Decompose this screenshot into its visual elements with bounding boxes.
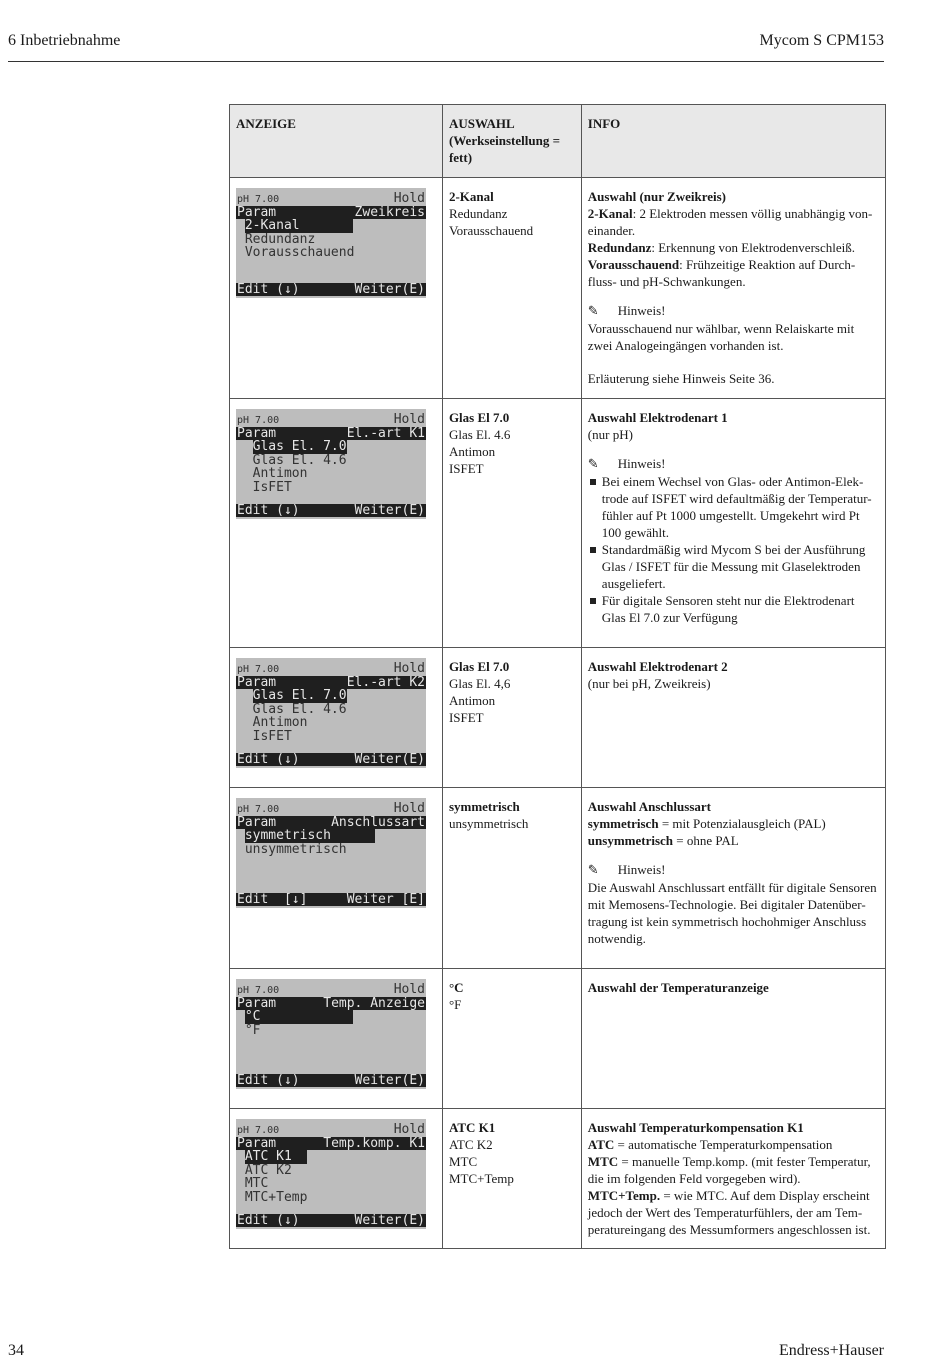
info-cell: Auswahl Anschlussart symmetrisch = mit Potenzialausgleich (PAL) unsymmetrisch = ohne PAL ✎ Hinweis! Die Auswahl Anschlussart entfällt für digitale Sensoren mit Memosens-Technologie. Bei digitaler Datenüber-tragung ist kein symmetrisch hochohmiger Anschluss notwendig. <box>581 788 885 969</box>
list-item: Bei einem Wechsel von Glas- oder Antimon-Elek-trode auf ISFET wird defaultmäßig der Temperatur-fühler auf Pt 1000 umgestellt. Umgekehrt wird Pt 100 gewählt. <box>588 473 879 541</box>
table-row <box>230 1109 886 1249</box>
parameter-table <box>229 104 886 1249</box>
list-item: Standardmäßig wird Mycom S bei der Ausführung Glas / ISFET für die Messung mit Glaselektroden ausgeliefert. <box>588 541 879 592</box>
info-cell: Auswahl (nur Zweikreis) 2-Kanal: 2 Elektroden messen völlig unabhängig von-einander. Redundanz: Erkennung von Elektrodenverschleiß. Vorausschauend: Frühzeitige Reaktion auf Durch-fluss- und pH-Schwankungen. ✎ Hinweis! Vorausschauend nur wählbar, wenn Relaiskarte mit zwei Analogeingängen vorhanden ist. Erläuterung siehe Hinweis Seite 36. <box>581 178 885 399</box>
info-cell: Auswahl Elektrodenart 2 (nur bei pH, Zweikreis) <box>581 648 885 788</box>
display-cell <box>230 1109 443 1249</box>
lcd-display: pH 7.00 Hold Param El.-art K2 Glas El. 7.0 Glas El. 4.6 Antimon IsFET Edit (↓) Weiter(E) <box>236 658 426 768</box>
page-header <box>8 32 884 62</box>
auswahl-cell: 2-Kanal Redundanz Vorausschauend <box>442 178 581 399</box>
info-cell: Auswahl Elektrodenart 1 (nur pH) ✎ Hinweis! Bei einem Wechsel von Glas- oder Antimon-Elek-trode auf ISFET wird defaultmäßig der Temperatur-fühler auf Pt 1000 umgestellt. Umgekehrt wird Pt 100 gewählt. Standardmäßig wird Mycom S bei der Ausführung Glas / ISFET für die Messung mit Glaselektroden ausgeliefert. Für digitale Sensoren steht nur die Elektrodenart Glas El 7.0 zur Verfügung <box>581 399 885 648</box>
lcd-display: pH 7.00 Hold Param Temp. Anzeige °C °F Edit (↓) Weiter(E) <box>236 979 426 1089</box>
auswahl-cell: Glas El 7.0 Glas El. 4,6 Antimon ISFET <box>442 648 581 788</box>
pencil-icon: ✎ <box>587 457 599 472</box>
lcd-display: pH 7.00 Hold Param Anschlussart symmetrisch unsymmetrisch Edit [↓] Weiter [E] <box>236 798 426 908</box>
lcd-display: pH 7.00 Hold Param Zweikreis 2-Kanal Redundanz Vorausschauend Edit (↓) Weiter(E) <box>236 188 426 298</box>
table-row <box>230 178 886 399</box>
col-info: INFO <box>581 105 885 178</box>
display-cell <box>230 178 443 399</box>
table-header-row <box>230 105 886 178</box>
display-cell <box>230 648 443 788</box>
display-cell <box>230 788 443 969</box>
table-row <box>230 788 886 969</box>
display-cell <box>230 969 443 1109</box>
display-cell <box>230 399 443 648</box>
chapter-title: 6 Inbetriebnahme <box>8 32 121 49</box>
product-name: Mycom S CPM153 <box>759 32 884 49</box>
info-cell: Auswahl der Temperaturanzeige <box>581 969 885 1109</box>
auswahl-cell: ATC K1 ATC K2 MTC MTC+Temp <box>442 1109 581 1249</box>
table-row <box>230 399 886 648</box>
hint-list <box>588 473 879 626</box>
table-row <box>230 969 886 1109</box>
info-cell: Auswahl Temperaturkompensation K1 ATC = automatische Temperaturkompensation MTC = manuelle Temp.komp. (mit fester Temperatur, die im folgenden Feld vorgegeben wird). MTC+Temp. = wie MTC. Auf dem Display erscheint jedoch der Wert des Temperaturfühlers, der am Tem-peratureingang des Messumformers angeschlossen ist. <box>581 1109 885 1249</box>
lcd-display: pH 7.00 Hold Param El.-art K1 Glas El. 7.0 Glas El. 4.6 Antimon IsFET Edit (↓) Weiter(E) <box>236 409 426 519</box>
auswahl-cell: Glas El 7.0 Glas El. 4.6 Antimon ISFET <box>442 399 581 648</box>
col-auswahl: AUSWAHL (Werkseinstellung = fett) <box>442 105 581 178</box>
pencil-icon: ✎ <box>587 863 599 878</box>
auswahl-cell: symmetrisch unsymmetrisch <box>442 788 581 969</box>
table-row <box>230 648 886 788</box>
col-anzeige: ANZEIGE <box>230 105 443 178</box>
page-number: 34 <box>8 1342 24 1359</box>
lcd-display: pH 7.00 Hold Param Temp.komp. K1 ATC K1 ATC K2 MTC MTC+Temp Edit (↓) Weiter(E) <box>236 1119 426 1229</box>
pencil-icon: ✎ <box>587 304 599 319</box>
list-item: Für digitale Sensoren steht nur die Elektrodenart Glas El 7.0 zur Verfügung <box>588 592 879 626</box>
auswahl-cell: °C °F <box>442 969 581 1109</box>
brand-name: Endress+Hauser <box>779 1342 884 1359</box>
